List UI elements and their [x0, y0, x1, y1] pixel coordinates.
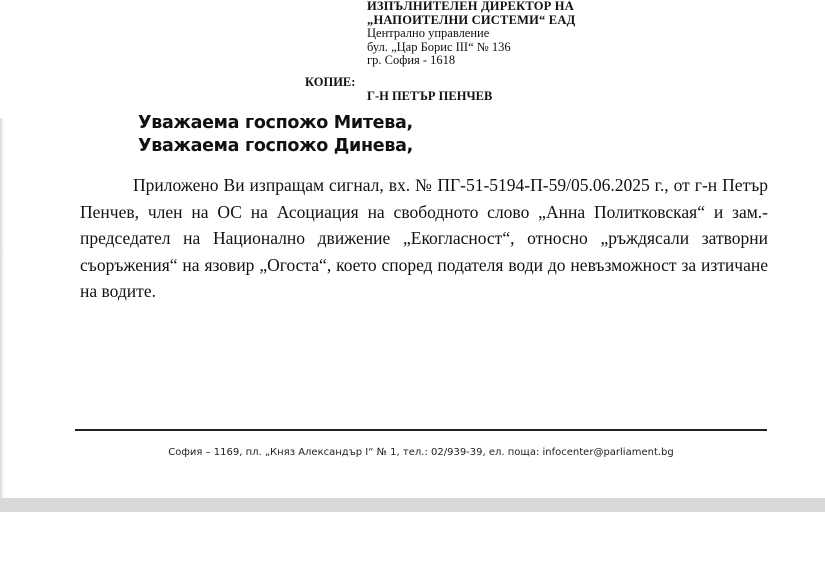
- copies-block: [305, 76, 492, 103]
- page-gap: [0, 498, 825, 512]
- salutation-line-1: Уважаема госпожо Митева,: [138, 113, 413, 133]
- copies-recipient: Г-Н ПЕТЪР ПЕНЧЕВ: [367, 88, 493, 103]
- page-edge-shadow: [0, 118, 4, 498]
- addressee-block: [367, 0, 575, 68]
- letter-body: Приложено Ви изпращам сигнал, вх. № ПГ-51-5194-П-59/05.06.2025 г., от г-н Петър Пенчев, член на ОС на Асоциация на свободното слово „Анна Политковская“ и зам.-председател на Национално движение „Екогласност“, относно „ръждясали затворни съоръжения“ на язовир „Огоста“, което според подателя води до невъзможност за изтичане на водите.: [80, 175, 768, 301]
- footer-contact: София – 1169, пл. „Княз Александър I“ № 1, тел.: 02/939-39, ел. поща: infocenter@parliament.bg: [168, 447, 674, 458]
- addressee-title: ИЗПЪЛНИТЕЛЕН ДИРЕКТОР НА: [367, 0, 574, 13]
- footer-divider: [75, 429, 767, 431]
- addressee-department: Централно управление: [367, 26, 490, 40]
- addressee-organization: „НАПОИТЕЛНИ СИСТЕМИ“ ЕАД: [367, 12, 576, 27]
- salutation: [138, 112, 413, 158]
- copies-label: КОПИЕ:: [305, 75, 356, 89]
- next-page: [0, 512, 825, 575]
- addressee-street: бул. „Цар Борис III“ № 136: [367, 39, 511, 54]
- salutation-line-2: Уважаема госпожо Динева,: [138, 136, 413, 156]
- addressee-city: гр. София - 1618: [367, 53, 456, 67]
